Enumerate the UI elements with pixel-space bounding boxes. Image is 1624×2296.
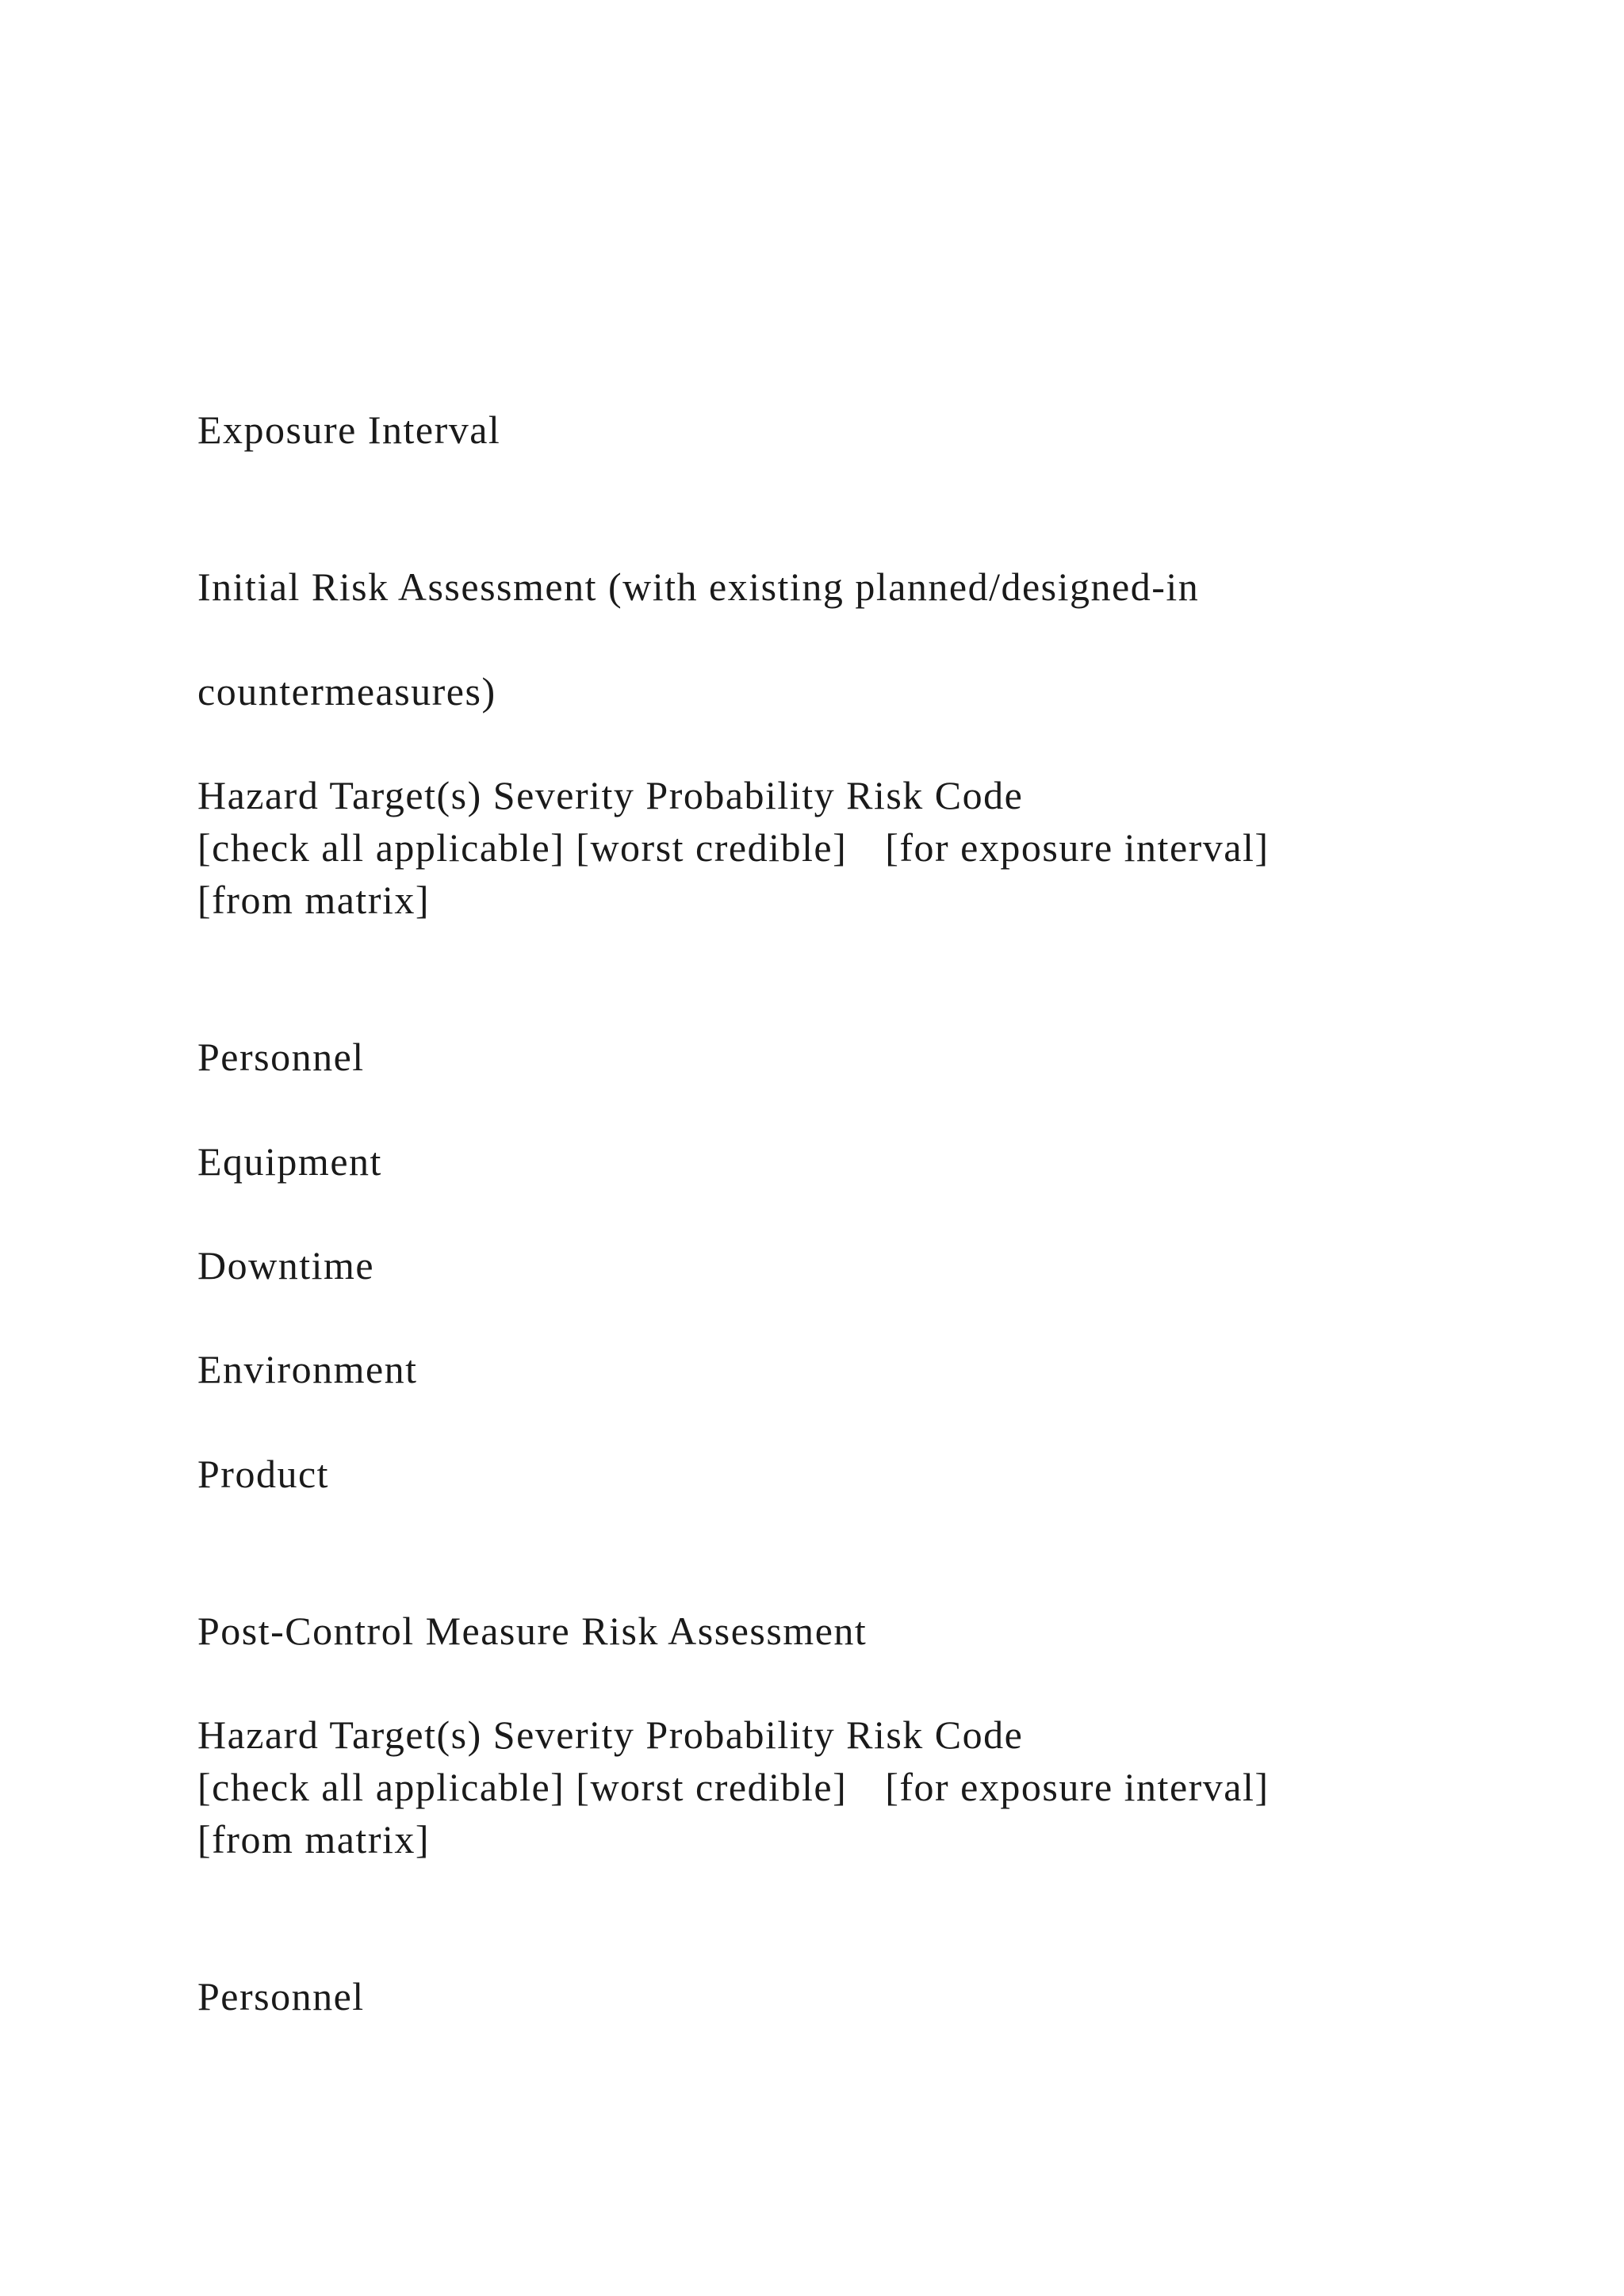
initial-table-subheader [197,824,1270,871]
post-control-heading: Post-Control Measure Risk Assessment [197,1609,868,1653]
initial-assessment-heading-line2: countermeasures) [197,669,496,714]
post-table-header: Hazard Target(s) Severity Probability Risk Code [197,1712,1024,1757]
initial-target-equipment: Equipment [197,1139,382,1184]
initial-subheader-a: [check all applicable] [worst credible] [197,825,848,870]
initial-target-product: Product [197,1452,330,1496]
initial-target-environment: Environment [197,1347,418,1391]
post-table-subheader [197,1763,1270,1811]
initial-target-personnel: Personnel [197,1035,365,1079]
initial-subheader-b: [for exposure interval] [885,825,1270,870]
initial-table-subheader-c: [from matrix] [197,878,431,922]
exposure-interval-heading: Exposure Interval [197,408,501,452]
initial-assessment-heading-line1: Initial Risk Assessment (with existing planned/designed-in [197,564,1200,609]
post-subheader-a: [check all applicable] [worst credible] [197,1765,848,1809]
post-target-personnel: Personnel [197,1974,365,2019]
initial-target-downtime: Downtime [197,1243,375,1288]
initial-table-header: Hazard Target(s) Severity Probability Risk Code [197,773,1024,817]
post-subheader-b: [for exposure interval] [885,1765,1270,1809]
post-table-subheader-c: [from matrix] [197,1817,431,1862]
